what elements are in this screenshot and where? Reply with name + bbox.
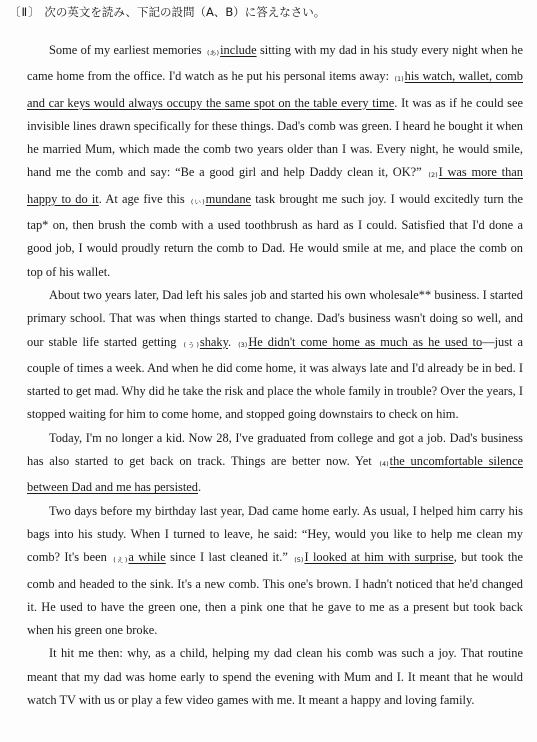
underlined-text: a while bbox=[128, 550, 166, 565]
passage-text: Today, I'm no longer a kid. Now 28, I've graduated from college and got a job. Dad's business has also started to get back on track. Things are better now. Yet bbox=[27, 430, 523, 469]
underlined-text: include bbox=[220, 43, 257, 57]
paragraph bbox=[27, 642, 523, 712]
question-marker: (2) bbox=[428, 171, 438, 180]
underlined-text: He didn't come home as much as he used to bbox=[248, 334, 483, 349]
underlined-text: the uncomfortable silence between Dad and me has persisted bbox=[27, 454, 523, 495]
passage-text: . bbox=[198, 480, 202, 495]
paragraph bbox=[27, 284, 523, 427]
passage-text: It hit me then: why, as a child, helping my dad clean his comb was such a joy. That routine meant that my dad was home early to spend the evening with Mum and I. It meant that he would watch TV with us or play a few video games with me. It meant a happy and loving family. bbox=[27, 646, 523, 708]
paragraph bbox=[27, 427, 523, 500]
question-marker: (え) bbox=[113, 556, 128, 565]
passage-text: , but took the comb and headed to the sink. It's a new comb. This one's brown. I hadn't noticed that he'd changed it. He used to have the green one, then a pink one that he gave to me as a present but took back when his green one broke. bbox=[27, 550, 523, 638]
question-marker: (1) bbox=[394, 75, 404, 84]
bracket-open: 〔 bbox=[9, 5, 22, 19]
question-marker: (4) bbox=[379, 460, 389, 469]
bracket-close: 〕 bbox=[28, 5, 41, 19]
question-marker: (3) bbox=[238, 340, 248, 349]
passage-text: task brought me such joy. I would excitedly turn the tap* on, then brush the comb with a used toothbrush as hard as I could. Satisfied that I'd done a good job, I would proudly return the comb to Dad. He would smile at me, and place the comb on top of his wallet. bbox=[27, 191, 523, 279]
reading-passage bbox=[27, 39, 523, 712]
question-header bbox=[9, 3, 523, 21]
passage-text: . At age five this bbox=[98, 191, 189, 206]
passage-text: sitting with my dad in his study every night when he came home from the office. I'd watch as he put his personal items away: bbox=[27, 43, 523, 84]
question-marker: (あ) bbox=[206, 49, 220, 57]
underlined-text: his watch, wallet, comb and car keys would always occupy the same spot on the table every time bbox=[27, 69, 523, 110]
underlined-text: shaky bbox=[199, 334, 228, 349]
paragraph bbox=[27, 500, 523, 643]
question-marker: (い) bbox=[190, 197, 205, 206]
passage-text: Two days before my birthday last year, Dad came home early. As usual, I helped him carry his bags into his study. When I turned to leave, he said: “Hey, would you like to help me clean my comb? It's been bbox=[27, 503, 523, 565]
passage-text: . bbox=[227, 334, 237, 349]
underlined-text: I looked at him with surprise bbox=[304, 550, 454, 565]
passage-text: . It was as if he could see invisible lines drawn specifically for these things. Dad's comb was green. I heard he bought it when he married Mum, which made the comb two years older than I was. Every night, he would smile, hand me the comb and say: “Be a good girl and help Daddy clean it, OK?” bbox=[27, 95, 523, 180]
passage-text: About two years later, Dad left his sales job and started his own wholesale** business. I started primary school. That was when things started to change. Dad's business wasn't doing so well, and our stable life started getting bbox=[27, 287, 523, 349]
question-marker: (5) bbox=[294, 556, 304, 565]
instruction-text: 次の英文を読み、下記の設問（A、B）に答えなさい。 bbox=[44, 5, 326, 19]
passage-text: Some of my earliest memories bbox=[49, 43, 205, 57]
question-marker: (う) bbox=[183, 340, 199, 349]
underlined-text: I was more than happy to do it bbox=[27, 165, 523, 206]
underlined-text: mundane bbox=[205, 191, 252, 206]
passage-text: since I last cleaned it.” bbox=[165, 550, 293, 565]
passage-text: —just a couple of times a week. And when he did come home, it was always late and I'd already be in bed. I started to get mad. Why did he take the risk and place the whole family in trouble? Over the years, I stopped waiting for him to come home, and stopped going downstairs to check on him. bbox=[27, 334, 524, 422]
section-numeral: Ⅱ bbox=[21, 5, 29, 19]
paragraph bbox=[27, 39, 523, 284]
